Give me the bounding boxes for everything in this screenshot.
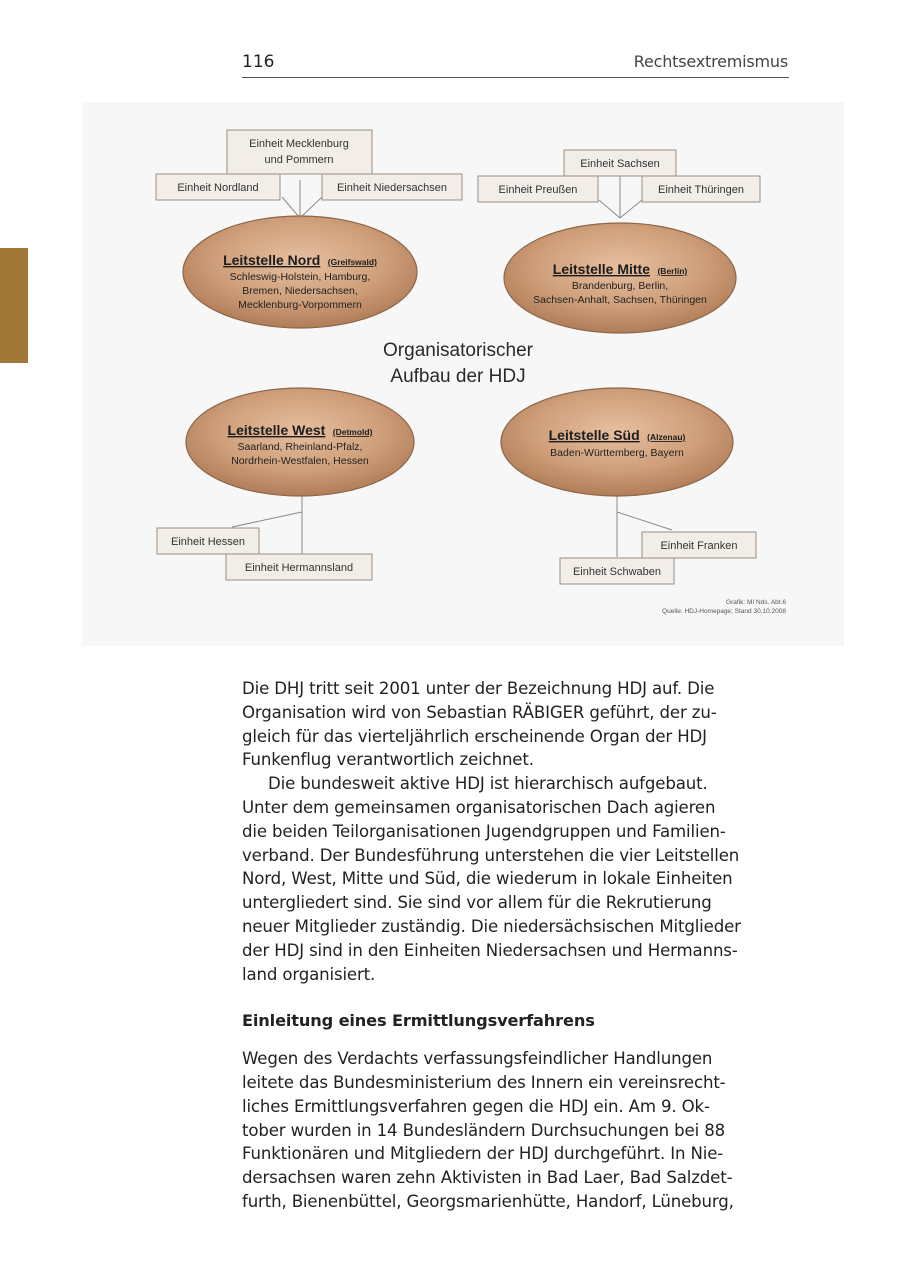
text-line: Die DHJ tritt seit 2001 unter der Bezeichnung HDJ auf. Die xyxy=(242,679,715,698)
page-number: 116 xyxy=(242,52,275,72)
text-line: Wegen des Verdachts verfassungsfeindlicher Handlungen xyxy=(242,1049,713,1069)
unit-box-nordland xyxy=(156,174,280,200)
unit-label: Einheit Franken xyxy=(660,540,738,552)
leitstelle-sued xyxy=(501,388,733,496)
paragraph-2 xyxy=(242,772,790,986)
text-line: die beiden Teilorganisationen Jugendgruppen und Familien- xyxy=(242,821,726,841)
unit-label: und Pommern xyxy=(264,154,334,166)
unit-label: Einheit Hessen xyxy=(171,536,245,548)
unit-label: Einheit Hermannsland xyxy=(244,562,354,574)
diagram-title-line-1: Organisatorischer xyxy=(383,340,533,361)
leitstelle-west xyxy=(186,388,414,496)
leitstelle-city: (Greifswald) xyxy=(327,257,377,267)
region-line: Saarland, Rheinland-Pfalz, xyxy=(237,441,363,453)
hdj-organization-diagram xyxy=(82,102,844,646)
text-line: Organisation wird von Sebastian RÄBIGER geführt, der zu- xyxy=(242,702,717,722)
unit-box-sachsen xyxy=(564,150,676,176)
running-head: Rechtsextremismus xyxy=(633,52,788,71)
text-line: tober wurden in 14 Bundesländern Durchsuchungen bei 88 xyxy=(242,1120,726,1140)
leitstelle-name: Leitstelle Mitte xyxy=(552,261,651,277)
unit-box-hessen xyxy=(157,528,259,554)
text-line: liches Ermittlungsverfahren gegen die HDJ ein. Am 9. Ok- xyxy=(242,1096,710,1116)
region-line: Nordrhein-Westfalen, Hessen xyxy=(231,455,369,467)
section-heading: Einleitung eines Ermittlungsverfahrens xyxy=(242,1011,595,1031)
text-line: Die bundesweit aktive HDJ ist hierarchisch aufgebaut. xyxy=(268,774,708,794)
unit-box-mecklenburg xyxy=(227,130,372,174)
unit-label: Einheit Schwaben xyxy=(572,566,662,578)
unit-box-thueringen xyxy=(642,176,760,202)
text-line: der HDJ sind in den Einheiten Niedersachsen und Hermanns- xyxy=(242,940,738,960)
unit-box-schwaben xyxy=(560,558,674,584)
text-line: Funktionären und Mitgliedern der HDJ durchgeführt. In Nie- xyxy=(242,1144,724,1164)
text-line: Funkenflug verantwortlich zeichnet. xyxy=(242,750,534,770)
unit-box-niedersachsen xyxy=(322,174,462,200)
region-line: Baden-Württemberg, Bayern xyxy=(550,447,684,459)
unit-label: Einheit Mecklenburg xyxy=(249,138,349,150)
body-text xyxy=(242,677,790,1214)
paragraph-3 xyxy=(242,1047,790,1214)
unit-label: Einheit Nordland xyxy=(177,182,259,194)
leitstelle-city: (Detmold) xyxy=(332,427,373,437)
paragraph-1 xyxy=(242,677,790,772)
leitstelle-mitte xyxy=(504,223,736,333)
leitstelle-city: (Alzenau) xyxy=(647,432,686,442)
unit-label: Einheit Thüringen xyxy=(657,184,745,196)
unit-box-hermannsland xyxy=(226,554,372,580)
header-rule xyxy=(242,77,789,78)
region-line: Bremen, Niedersachsen, xyxy=(242,285,358,297)
text-line: Unter dem gemeinsamen organisatorischen Dach agieren xyxy=(242,797,716,817)
unit-label: Einheit Niedersachsen xyxy=(336,182,448,194)
text-line: dersachsen waren zehn Aktivisten in Bad Laer, Bad Salzdet- xyxy=(242,1168,733,1188)
leitstelle-name: Leitstelle West xyxy=(227,422,326,438)
region-line: Schleswig-Holstein, Hamburg, xyxy=(229,271,371,283)
leitstelle-name: Leitstelle Süd xyxy=(548,427,640,443)
diagram-title-line-2: Aufbau der HDJ xyxy=(390,366,526,387)
unit-box-franken xyxy=(642,532,756,558)
leitstelle-name: Leitstelle Nord xyxy=(223,252,321,268)
text-line: verband. Der Bundesführung unterstehen die vier Leitstellen xyxy=(242,845,740,865)
unit-label: Einheit Preußen xyxy=(498,184,578,196)
text-line: gleich für das vierteljährlich erscheinende Organ der HDJ xyxy=(242,726,707,746)
text-line: furth, Bienenbüttel, Georgsmarienhütte, Handorf, Lüneburg, xyxy=(242,1191,734,1211)
region-line: Sachsen-Anhalt, Sachsen, Thüringen xyxy=(533,294,707,306)
region-line: Mecklenburg-Vorpommern xyxy=(238,299,362,311)
graphic-credit: Grafik: MI Nds. Abt.6 xyxy=(726,599,786,606)
text-line: neuer Mitglieder zuständig. Die niedersächsischen Mitglieder xyxy=(242,916,741,936)
text-line: leitete das Bundesministerium des Innern ein vereinsrecht- xyxy=(242,1072,726,1092)
source-credit: Quelle: HDJ-Homepage; Stand 30.10.2008 xyxy=(662,608,786,615)
region-line: Brandenburg, Berlin, xyxy=(571,280,669,292)
leitstelle-nord xyxy=(183,216,417,328)
chapter-tab xyxy=(0,248,28,363)
unit-box-preussen xyxy=(478,176,598,202)
text-line: land organisiert. xyxy=(242,964,376,984)
leitstelle-city: (Berlin) xyxy=(657,266,688,276)
unit-label: Einheit Sachsen xyxy=(580,158,660,170)
text-line: untergliedert sind. Sie sind vor allem für die Rekrutierung xyxy=(242,893,712,913)
text-line: Nord, West, Mitte und Süd, die wiederum in lokale Einheiten xyxy=(242,869,733,889)
